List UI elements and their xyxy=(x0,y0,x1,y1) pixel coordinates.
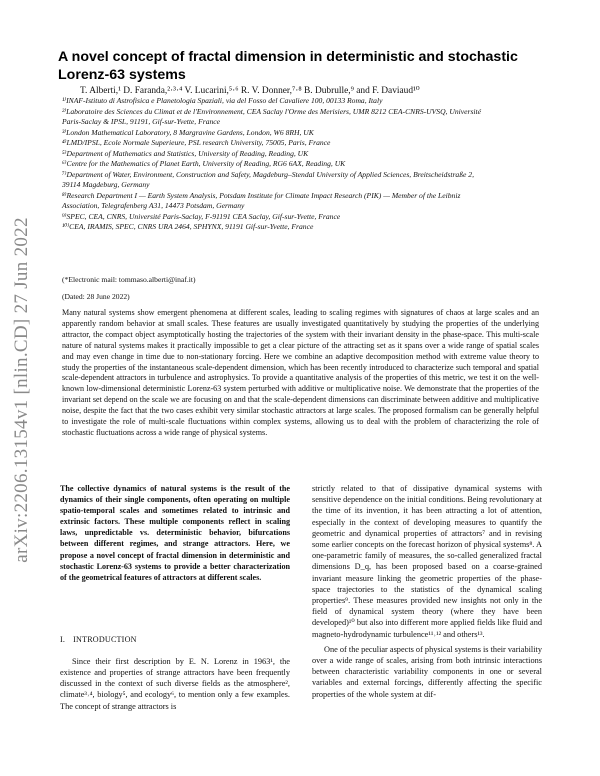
section-title: INTRODUCTION xyxy=(73,634,137,644)
affiliation-list xyxy=(62,96,482,233)
abstract-text: Many natural systems show emergent phenomena at different scales, leading to scaling regimes with signatures of chaos at large scales and an apparently random behavior at small scales. These features are usually investigated quantitatively by studying the properties of the underlying attractor, the compact object asymptotically hosting the trajectories of the system with their invariant density in the phase-space. This multi-scale nature of natural systems makes it practically impossible to get a clear picture of the attracting set as it spans over a wide range of spatial scales and may even change in time due to non-stationary forcing. Here we combine an adaptive decomposition method with extreme value theory to study the properties of the instantaneous scale-dependent dimension, which has been recently introduced to characterize such temporal and spatial scale-dependent attractors in turbulence and astrophysics. To provide a quantitative analysis of the properties of this metric, we test it on the well-known low-dimensional deterministic Lorenz-63 system perturbed with additive or multiplicative noise. We demonstrate that the properties of the invariant set depend on the scale we are focusing on and that the scale-dependent dimensions can discriminate between additive and multiplicative noise, despite the fact that the two cases exhibit very similar stochastic attractors at large scales. The proposed formalism can be generally helpful to investigate the role of multi-scale fluctuations within complex systems, allowing us to deal with the problem of characterizing the role of stochastic fluctuations across a wide range of physical systems. xyxy=(62,308,539,437)
section-heading xyxy=(60,635,290,644)
left-column xyxy=(60,483,290,712)
intro-paragraph: Since their first description by E. N. Lorenz in 1963¹, the existence and properties of strange attractors have been frequently discussed in the context of such diverse fields as the atmosphere², climate³˒⁴, biology⁵, and ecology⁶, to mention only a few examples. The concept of strange attractors is xyxy=(60,656,290,711)
affiliation: ⁹⁾SPEC, CEA, CNRS, Université Paris-Saclay, F-91191 CEA Saclay, Gif-sur-Yvette, France xyxy=(62,211,341,221)
affiliation: ⁶⁾Centre for the Mathematics of Planet Earth, University of Reading, RG6 6AX, Reading, UK xyxy=(62,159,346,168)
body-paragraph: strictly related to that of dissipative dynamical systems with sensitive dependence on the initial conditions. Being revolutionary at the time of its invention, it has been attracting a lot of attention, especially in the context of developing measures to quantify the geometric and dynamical properties of attractors⁷ and in revising some earlier concepts on the forecast horizon of physical systems⁸. A one-parametric family of measures, the so-called generalized fractal dimensions D_q, has been proposed based on a coarse-grained invariant measure linking the geometric properties of the phase-space trajectories to the statistics of the dynamical scaling properties⁹. These measures provided new insights not only in the field of dynamical system theory (where they have been developed)¹⁰ but also into different more applied fields like fluid and magneto-hydrodynamic turbulence¹¹˒¹² and others¹³. xyxy=(312,484,542,639)
affiliation: ¹⁾INAF-Istituto di Astrofisica e Planetologia Spaziali, via del Fosso del Cavaliere 100, 00133 Roma, Italy xyxy=(62,96,383,105)
body-paragraph: One of the peculiar aspects of physical systems is their variability over a wide range of scales, arising from both intrinsic interactions between characteristic variability components in one or several variables and external forcings, differently affecting the specific properties of the whole system at dif- xyxy=(312,644,542,699)
arxiv-identifier-stamp xyxy=(2,180,42,600)
date-line: (Dated: 28 June 2022) xyxy=(62,292,130,301)
section-number: I. xyxy=(60,634,66,644)
affiliation: ⁸⁾Research Department I — Earth System Analysis, Potsdam Institute for Climate Impact Research (PIK) — Member of the Leibniz Association, Telegrafenberg A31, 14473 Potsdam, Germany xyxy=(62,190,461,210)
author-list: T. Alberti,¹ D. Faranda,²·³·⁴ V. Lucarini,⁵·⁶ R. V. Donner,⁷·⁸ B. Dubrulle,⁹ and F. Daviaud¹⁰ xyxy=(80,86,420,96)
affiliation: ⁴⁾LMD/IPSL, Ecole Normale Superieure, PSL research University, 75005, Paris, France xyxy=(62,138,331,147)
corresponding-email: (*Electronic mail: tommaso.alberti@inaf.it) xyxy=(62,275,196,284)
affiliation: ²⁾Laboratoire des Sciences du Climat et de l'Environnement, CEA Saclay l'Orme des Merisiers, UMR 8212 CEA-CNRS-UVSQ, Université Paris-Saclay & IPSL, 91191, Gif-sur-Yvette, France xyxy=(62,106,482,126)
affiliation: ³⁾London Mathematical Laboratory, 8 Margravine Gardens, London, W6 8RH, UK xyxy=(62,127,314,137)
affiliation: ¹⁰⁾CEA, IRAMIS, SPEC, CNRS URA 2464, SPHYNX, 91191 Gif-sur-Yvette, France xyxy=(62,222,314,231)
affiliation: ⁷⁾Department of Water, Environment, Construction and Safety, Magdeburg–Stendal University of Applied Sciences, Breitscheidstraße 2, 39114 Magdeburg, Germany xyxy=(62,169,474,189)
right-column xyxy=(312,483,542,700)
arxiv-id-text: arXiv:2206.13154v1 [nlin.CD] 27 Jun 2022 xyxy=(11,217,33,563)
affiliation: ⁵⁾Department of Mathematics and Statistics, University of Reading, Reading, UK xyxy=(62,148,309,158)
lead-paragraph: The collective dynamics of natural systems is the result of the dynamics of their single components, often operating on multiple spatio-temporal scales and sometimes related to intrinsic and extrinsic factors. These multiple components reflect in scaling laws, unpredictable vs. deterministic behavior, bifurcations between different regimes, and strange attractors. Here, we propose a novel concept of fractal dimension in deterministic and stochastic Lorenz-63 systems to provide a better characterization of the geometrical features of attractors at different scales. xyxy=(60,484,290,582)
paper-title: A novel concept of fractal dimension in deterministic and stochastic Lorenz-63 systems xyxy=(58,49,518,83)
